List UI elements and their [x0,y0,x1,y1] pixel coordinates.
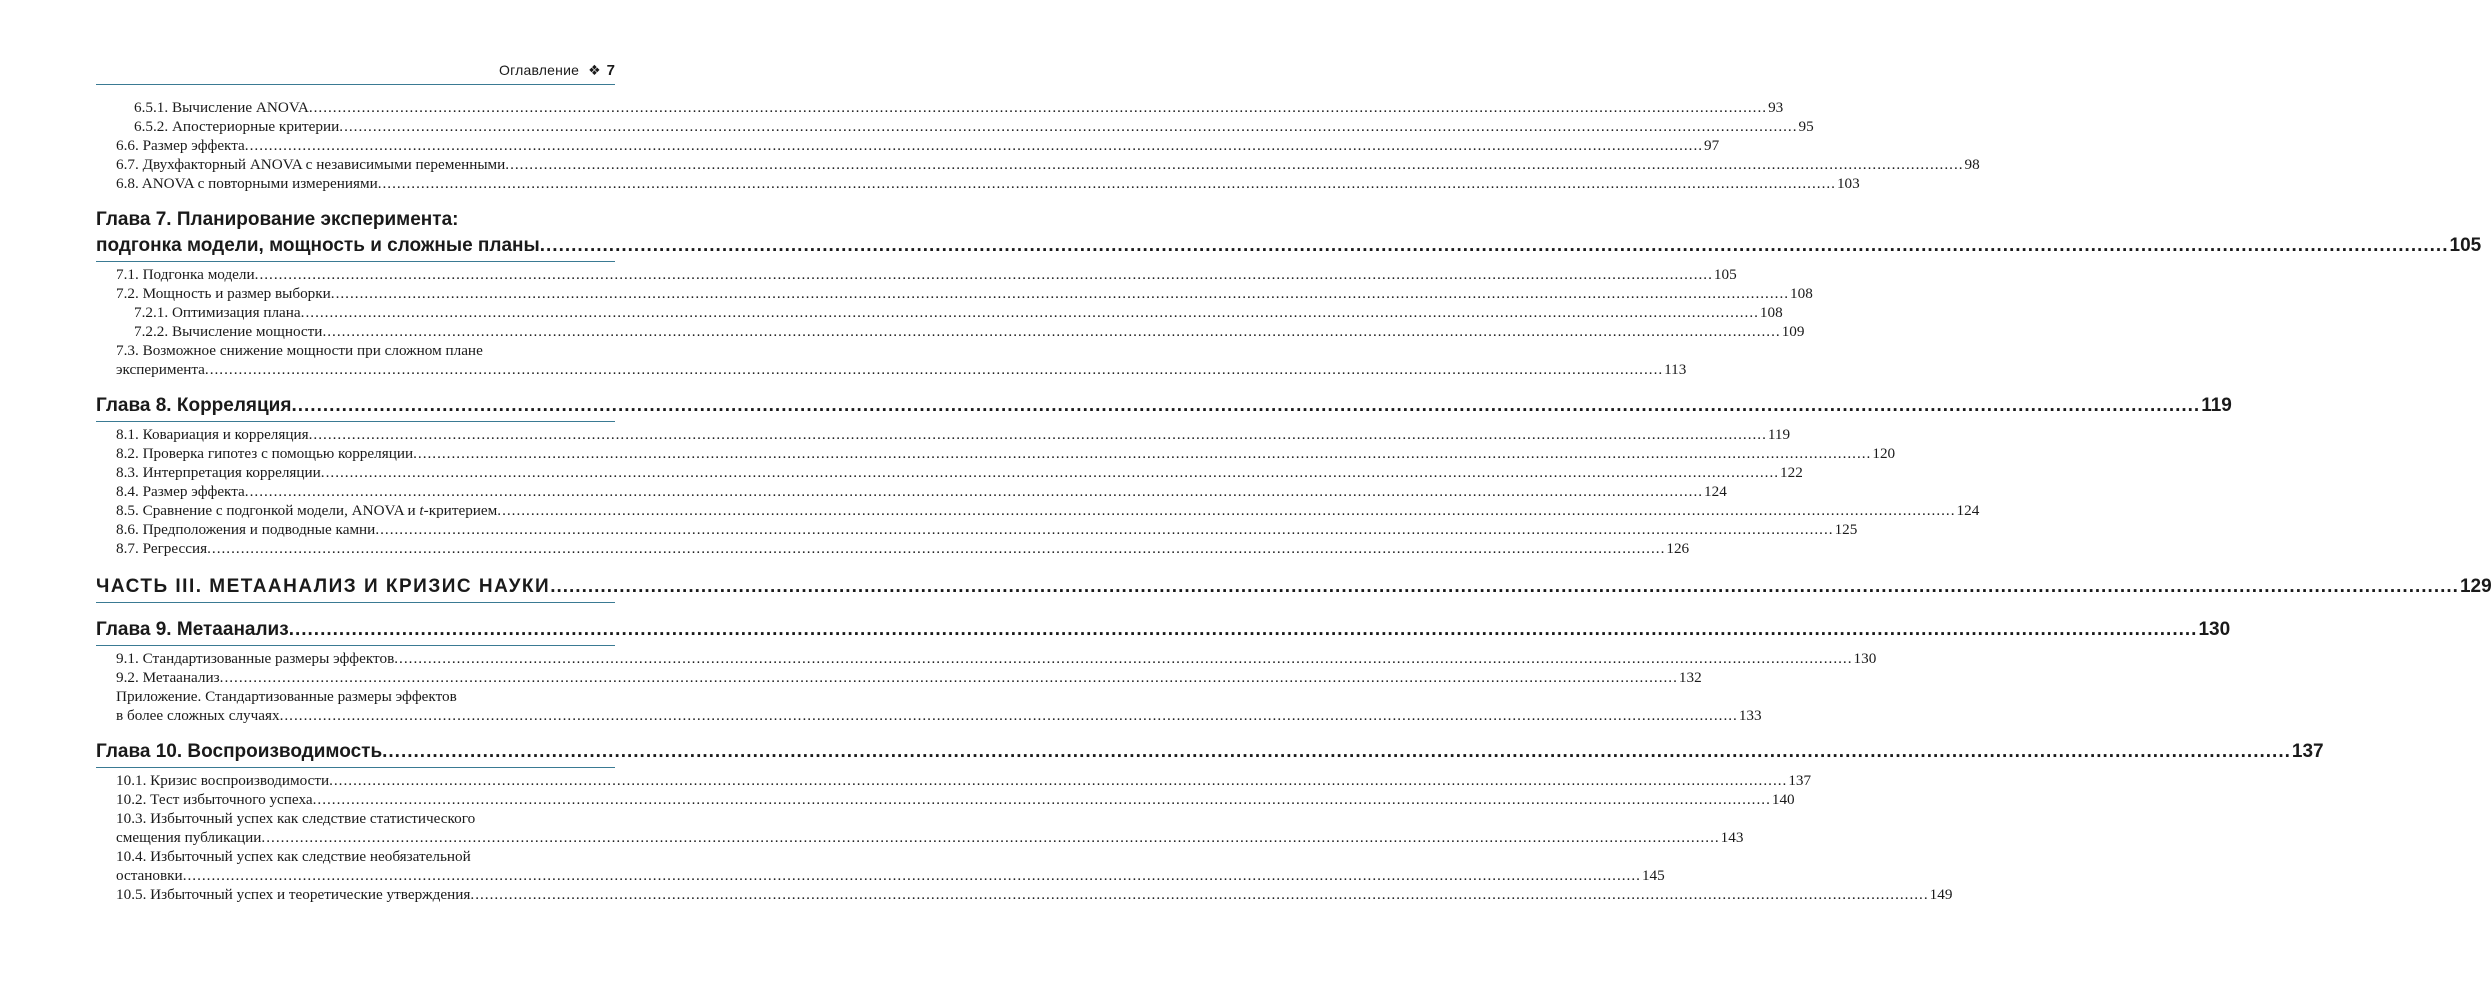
running-header [96,62,615,82]
toc-entry[interactable]: 7.2.2. Вычисление мощности ..... 109 [96,322,615,341]
toc-entry[interactable]: 9.2. Метаанализ ..... 132 [96,668,615,687]
chapter10-entries [96,771,1953,904]
toc-entry-line1[interactable]: 10.3. Избыточный успех как следствие статистического [116,810,476,827]
toc-entry[interactable]: смещения публикации ..... 143 [96,828,615,847]
toc-entry[interactable]: 8.1. Ковариация и корреляция ..... 119 [96,425,615,444]
chapter8-heading[interactable]: Глава 8. Корреляция ..... 119 [96,393,615,422]
toc-entry[interactable]: 7.2. Мощность и размер выборки ..... 108 [96,284,615,303]
chapter8-entries [96,425,1980,558]
toc-entry[interactable]: 8.4. Размер эффекта ..... 124 [96,482,615,501]
toc-entry[interactable]: 6.6. Размер эффекта ..... 97 [96,136,615,155]
page-number: 7 [606,62,615,79]
toc-entry-line1[interactable]: 7.3. Возможное снижение мощности при сложном плане [116,342,483,359]
toc-entry[interactable]: 8.2. Проверка гипотез с помощью корреляции ..... 120 [96,444,615,463]
chapter9-heading[interactable]: Глава 9. Метаанализ ..... 130 [96,617,615,646]
toc-entry[interactable]: 8.5. Сравнение с подгонкой модели, ANOVA и t-критерием ..... 124 [96,501,615,520]
toc-entry[interactable]: 7.2.1. Оптимизация плана ..... 108 [96,303,615,322]
toc-entry[interactable]: 10.2. Тест избыточного успеха ..... 140 [96,790,615,809]
toc-entry[interactable]: 7.1. Подгонка модели ..... 105 [96,265,615,284]
header-rule [96,84,615,85]
toc-entry[interactable]: 6.5.2. Апостериорные критерии ..... 95 [96,117,615,136]
toc-entry[interactable]: 8.6. Предположения и подводные камни ..... 125 [96,520,615,539]
toc-entry[interactable]: 10.1. Кризис воспроизводимости ..... 137 [96,771,615,790]
toc-entry[interactable]: 8.7. Регрессия ..... 126 [96,539,615,558]
toc-entry[interactable]: 6.7. Двухфакторный ANOVA с независимыми переменными ..... 98 [96,155,615,174]
toc-entry[interactable]: в более сложных случаях ..... 133 [96,706,615,725]
chapter7-title-line1: Глава 7. Планирование эксперимента: [96,209,459,230]
toc-entry-line1[interactable]: Приложение. Стандартизованные размеры эффектов [116,688,457,705]
chapter7-title-line2: подгонка модели, мощность и сложные планы ..... 105 [96,233,615,262]
chapter6-tail [96,98,1980,193]
chapter7-entries [96,265,1813,379]
running-header-title: Оглавление [499,62,580,78]
toc-entry[interactable]: 6.5.1. Вычисление ANOVA ..... 93 [96,98,615,117]
toc-entry[interactable]: 10.5. Избыточный успех и теоретические утверждения ..... 149 [96,885,615,904]
ornament-icon: ❖ [588,62,601,78]
toc-entry[interactable]: эксперимента ..... 113 [96,360,615,379]
toc-entry-line1[interactable]: 10.4. Избыточный успех как следствие необязательной [116,848,471,865]
toc-entry[interactable]: 9.1. Стандартизованные размеры эффектов ..... 130 [96,649,615,668]
chapter7-heading[interactable] [96,207,2482,262]
toc-entry[interactable]: 8.3. Интерпретация корреляции ..... 122 [96,463,615,482]
chapter10-heading[interactable]: Глава 10. Воспроизводимость ..... 137 [96,739,615,768]
toc-entry[interactable]: 6.8. ANOVA с повторными измерениями ..... 103 [96,174,615,193]
part3-heading[interactable]: ЧАСТЬ III. МЕТААНАЛИЗ И КРИЗИС НАУКИ ..... 129 [96,574,615,603]
table-of-contents [96,96,2492,904]
chapter9-entries [96,649,1877,725]
toc-entry[interactable]: остановки ..... 145 [96,866,615,885]
